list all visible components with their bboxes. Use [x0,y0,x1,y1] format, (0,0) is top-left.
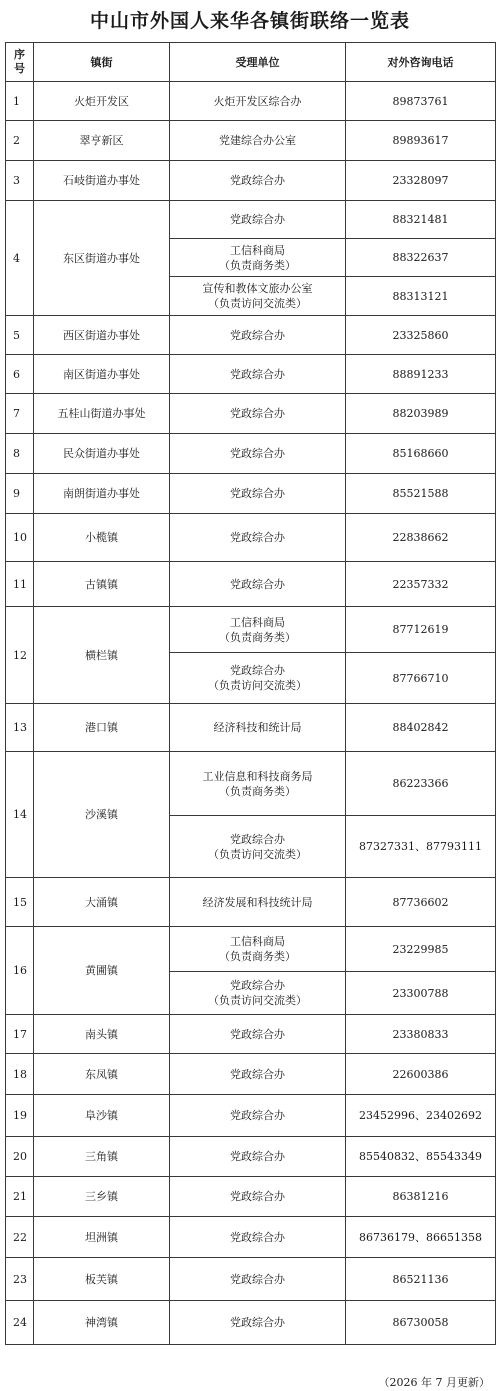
dept-cell [170,607,346,653]
row-number: 8 [6,434,34,474]
row-number: 1 [6,82,34,121]
dept-name: 党政综合办 [230,1067,285,1081]
row-number: 13 [6,704,34,752]
dept-name: 党政综合办 [230,1230,285,1244]
dept-cell [170,1258,346,1301]
dept-cell [170,752,346,816]
page-title: 中山市外国人来华各镇街联络一览表 [89,10,410,32]
table-row [6,434,496,474]
town-name: 小榄镇 [34,514,170,562]
row-number: 2 [6,121,34,161]
dept-cell [170,1301,346,1345]
table-row [6,1258,496,1301]
phone-number: 23452996、23402692 [346,1095,496,1137]
dept-cell [170,82,346,121]
dept-name: 党政综合办 [230,174,285,187]
dept-name: 经济科技和统计局 [213,721,302,734]
dept-name: 党政综合办 [230,577,285,591]
row-number: 7 [6,394,34,434]
table-row [6,121,496,161]
table-row [6,1177,496,1217]
header-phone: 对外咨询电话 [346,43,496,82]
table-row [6,201,496,239]
dept-name: 党政综合办 [230,1190,285,1203]
phone-number: 23325860 [346,316,496,355]
town-name: 东区街道办事处 [34,201,170,316]
phone-number: 22357332 [346,562,496,607]
dept-name: 党政综合办 [230,531,285,544]
row-number: 10 [6,514,34,562]
header-seq [6,43,34,82]
dept-name: 工业信息和科技商务局 [202,769,313,783]
dept-name: 党政综合办 [230,1027,285,1041]
table-row [6,1217,496,1258]
phone-number: 88322637 [346,239,496,277]
dept-cell [170,434,346,474]
phone-number: 23328097 [346,161,496,201]
dept-name: 党政综合办 [230,213,285,226]
dept-cell [170,1217,346,1258]
town-name: 横栏镇 [34,607,170,704]
row-number: 19 [6,1095,34,1137]
town-name: 火炬开发区 [34,82,170,121]
dept-name: 工信科商局 [230,243,285,257]
dept-cell [170,355,346,394]
dept-cell [170,927,346,972]
town-name: 三乡镇 [34,1177,170,1217]
town-name: 大涌镇 [34,878,170,927]
dept-name: 党政综合办 [230,367,285,381]
phone-number: 86381216 [346,1177,496,1217]
dept-cell [170,704,346,752]
dept-cell [170,1095,346,1137]
dept-cell [170,394,346,434]
table-row [6,1054,496,1095]
dept-name: 火炬开发区综合办 [213,94,302,108]
dept-name: 党政综合办 [230,979,285,992]
table-body [6,82,496,1345]
town-name: 五桂山街道办事处 [34,394,170,434]
dept-cell [170,161,346,201]
dept-name: 工信科商局 [230,935,285,948]
table-row [6,1301,496,1345]
dept-cell [170,1015,346,1054]
phone-number: 87327331、87793111 [346,816,496,878]
dept-name: 党政综合办 [230,407,285,420]
town-name: 三角镇 [34,1137,170,1177]
header-dept: 受理单位 [170,43,346,82]
row-number: 18 [6,1054,34,1095]
dept-cell [170,474,346,514]
dept-scope: （负责访问交流类） [208,994,307,1007]
dept-cell [170,316,346,355]
town-name: 石岐街道办事处 [34,161,170,201]
row-number: 9 [6,474,34,514]
phone-number: 86223366 [346,752,496,816]
header-town: 镇街 [34,43,170,82]
dept-cell [170,878,346,927]
table-row [6,704,496,752]
dept-name: 党建综合办公室 [219,134,296,147]
phone-number: 23300788 [346,972,496,1015]
phone-number: 22838662 [346,514,496,562]
dept-scope: （负责访问交流类） [208,679,307,692]
town-name: 翠亨新区 [34,121,170,161]
phone-number: 87712619 [346,607,496,653]
phone-number: 86736179、86651358 [346,1217,496,1258]
dept-name: 经济发展和科技统计局 [202,895,313,909]
dept-cell [170,972,346,1015]
table-row [6,927,496,972]
phone-number: 88313121 [346,277,496,316]
phone-number: 88203989 [346,394,496,434]
row-number: 22 [6,1217,34,1258]
row-number: 11 [6,562,34,607]
row-number: 12 [6,607,34,704]
dept-name: 工信科商局 [230,615,285,629]
dept-name: 党政综合办 [230,1109,285,1122]
town-name: 沙溪镇 [34,752,170,878]
town-name: 板芙镇 [34,1258,170,1301]
dept-cell [170,1137,346,1177]
table-row [6,394,496,434]
table-row [6,878,496,927]
town-name: 黄圃镇 [34,927,170,1015]
row-number: 15 [6,878,34,927]
row-number: 5 [6,316,34,355]
dept-cell [170,121,346,161]
table-row [6,316,496,355]
phone-number: 86730058 [346,1301,496,1345]
dept-scope: （负责访问交流类） [208,297,307,310]
contact-table [5,42,496,1345]
dept-name: 宣传和教体文旅办公室 [202,282,313,295]
update-note: （2026 年 7 月更新） [378,1376,490,1389]
town-name: 南朗街道办事处 [34,474,170,514]
phone-number: 88321481 [346,201,496,239]
phone-number: 23229985 [346,927,496,972]
row-number: 20 [6,1137,34,1177]
table-row [6,82,496,121]
dept-name: 党政综合办 [230,487,285,500]
dept-name: 党政综合办 [230,328,285,342]
phone-number: 86521136 [346,1258,496,1301]
phone-number: 23380833 [346,1015,496,1054]
town-name: 阜沙镇 [34,1095,170,1137]
town-name: 港口镇 [34,704,170,752]
phone-number: 87766710 [346,653,496,704]
town-name: 南头镇 [34,1015,170,1054]
phone-number: 22600386 [346,1054,496,1095]
dept-cell [170,514,346,562]
table-row [6,1015,496,1054]
table-row [6,752,496,816]
dept-scope: （负责商务类） [219,258,296,272]
town-name: 南区街道办事处 [34,355,170,394]
phone-number: 87736602 [346,878,496,927]
town-name: 西区街道办事处 [34,316,170,355]
dept-scope: （负责商务类） [219,784,296,798]
dept-cell [170,1177,346,1217]
dept-cell [170,1054,346,1095]
dept-cell [170,562,346,607]
table-row [6,1095,496,1137]
dept-cell [170,277,346,316]
dept-scope: （负责商务类） [219,950,296,963]
row-number: 17 [6,1015,34,1054]
phone-number: 89873761 [346,82,496,121]
phone-number: 85168660 [346,434,496,474]
town-name: 民众街道办事处 [34,434,170,474]
phone-number: 88402842 [346,704,496,752]
town-name: 东凤镇 [34,1054,170,1095]
table-row [6,607,496,653]
table-row [6,562,496,607]
dept-cell [170,653,346,704]
town-name: 坦洲镇 [34,1217,170,1258]
table-row [6,355,496,394]
row-number: 21 [6,1177,34,1217]
dept-name: 党政综合办 [230,664,285,677]
row-number: 4 [6,201,34,316]
header-seq-text: 序号 [14,48,25,75]
table-row [6,1137,496,1177]
phone-number: 85521588 [346,474,496,514]
town-name: 神湾镇 [34,1301,170,1345]
phone-number: 89893617 [346,121,496,161]
table-row [6,514,496,562]
dept-cell [170,816,346,878]
dept-cell [170,201,346,239]
dept-cell [170,239,346,277]
dept-name: 党政综合办 [230,1316,285,1329]
dept-name: 党政综合办 [230,447,285,460]
dept-scope: （负责访问交流类） [208,847,307,861]
row-number: 14 [6,752,34,878]
phone-number: 88891233 [346,355,496,394]
dept-name: 党政综合办 [230,1272,285,1286]
row-number: 16 [6,927,34,1015]
table-header-row [6,43,496,82]
table-row [6,161,496,201]
row-number: 3 [6,161,34,201]
phone-number: 85540832、85543349 [346,1137,496,1177]
dept-scope: （负责商务类） [219,630,296,644]
dept-name: 党政综合办 [230,1150,285,1163]
row-number: 24 [6,1301,34,1345]
table-row [6,474,496,514]
dept-name: 党政综合办 [230,832,285,846]
town-name: 古镇镇 [34,562,170,607]
row-number: 23 [6,1258,34,1301]
row-number: 6 [6,355,34,394]
